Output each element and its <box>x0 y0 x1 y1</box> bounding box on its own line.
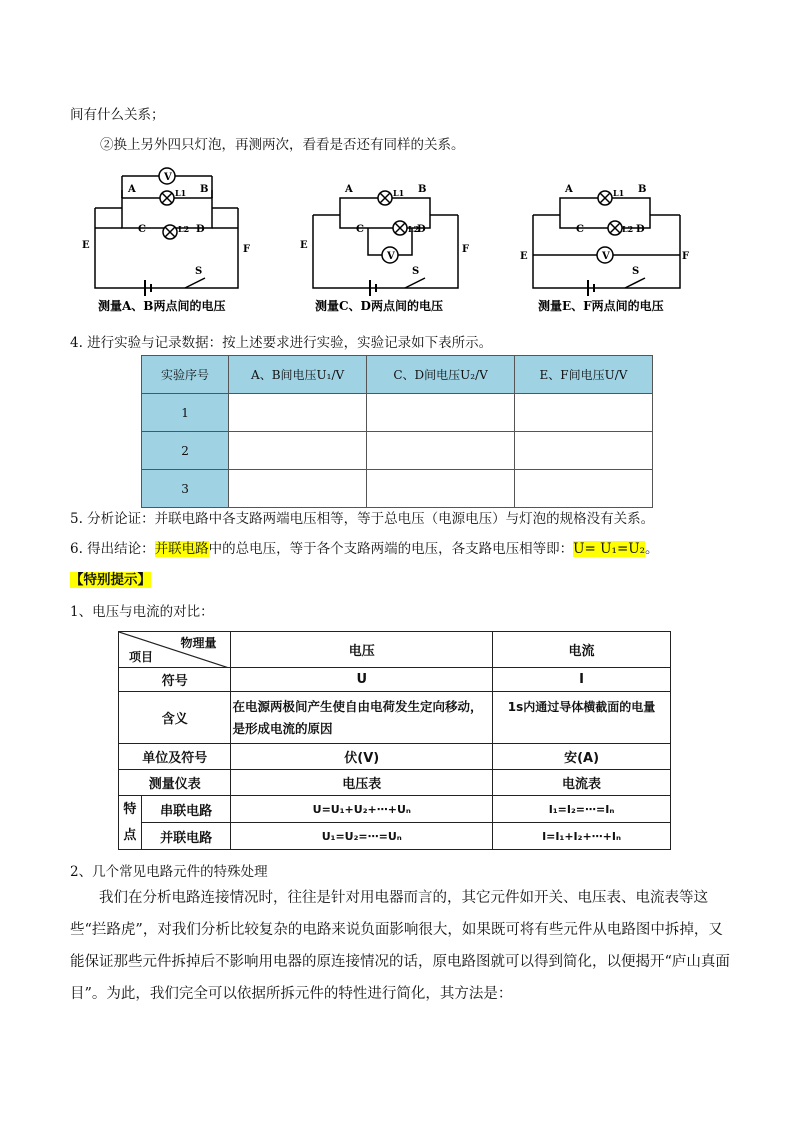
row-index: 3 <box>142 470 229 508</box>
highlight-parallel: 并联电路 <box>154 541 209 557</box>
svg-text:E: E <box>300 240 308 251</box>
svg-text:E: E <box>82 240 90 251</box>
comparison-table <box>118 631 671 850</box>
svg-text:A: A <box>565 184 573 195</box>
svg-text:L2: L2 <box>622 224 634 234</box>
svg-text:B: B <box>418 184 427 195</box>
conclusion-formula: U= U₁=U₂ <box>573 541 646 557</box>
series-current: I₁=I₂=⋯=Iₙ <box>493 796 671 823</box>
parallel-current: I=I₁+I₂+⋯+Iₙ <box>493 823 671 850</box>
svg-text:C: C <box>356 224 364 235</box>
parallel-label: 并联电路 <box>141 823 231 850</box>
section-1-title: 1、电压与电流的对比： <box>70 604 214 620</box>
conclusion-prefix: 6. 得出结论： <box>70 541 155 557</box>
row-label: 测量仪表 <box>119 770 231 796</box>
text-line-6 <box>70 537 659 557</box>
cell: I <box>493 668 671 692</box>
cell: 伏(V) <box>231 744 493 770</box>
row-label: 符号 <box>119 668 231 692</box>
cell: 1s内通过导体横截面的电量 <box>493 692 671 744</box>
svg-text:C: C <box>576 224 584 235</box>
table-header: A、B间电压U₁/V <box>229 356 367 394</box>
caption-cd: 测量C、D两点间的电压 <box>315 299 443 313</box>
circuit-diagrams <box>0 160 794 320</box>
row-index: 2 <box>142 432 229 470</box>
cell: 电流表 <box>493 770 671 796</box>
svg-text:D: D <box>636 224 645 235</box>
special-tip: 【特别提示】 <box>70 572 151 588</box>
caption-ab: 测量A、B两点间的电压 <box>98 299 226 313</box>
svg-text:A: A <box>345 184 353 195</box>
svg-text:V: V <box>602 251 610 262</box>
svg-text:L1: L1 <box>393 188 405 198</box>
svg-text:L2: L2 <box>408 224 420 234</box>
body-paragraph: 我们在分析电路连接情况时，往往是针对用电器而言的，其它元件如开关、电压表、电流表等这些“拦路虎”，对我们分析比较复杂的电路来说负面影响很大，如果既可将有些元件从电路图中拆掉，又能保证那些元件拆掉后不影响用电器的原连接情况的话，原电路图就可以得到简化，以便揭开“庐山真面目”。为此，我们完全可以依据所拆元件的特性进行简化，其方法是： <box>70 890 730 1002</box>
svg-text:E: E <box>520 251 528 262</box>
section-2-title: 2、几个常见电路元件的特殊处理 <box>70 864 268 880</box>
experiment-table <box>141 355 653 508</box>
svg-text:C: C <box>138 224 146 235</box>
row-index: 1 <box>142 394 229 432</box>
series-label: 串联电路 <box>141 796 231 823</box>
circuit-ab <box>95 168 238 296</box>
row-label: 单位及符号 <box>119 744 231 770</box>
corner-cell: 物理量 项目 <box>119 632 231 668</box>
cell: 在电源两极间产生使自由电荷发生定向移动，是形成电流的原因 <box>231 692 493 744</box>
caption-ef: 测量E、F两点间的电压 <box>538 299 664 313</box>
svg-text:S: S <box>412 266 420 277</box>
series-voltage: U=U₁+U₂+⋯+Uₙ <box>231 796 493 823</box>
svg-text:S: S <box>195 266 203 277</box>
svg-text:L1: L1 <box>175 188 187 198</box>
svg-text:B: B <box>200 184 209 195</box>
period: 。 <box>645 541 659 557</box>
cell: 安(A) <box>493 744 671 770</box>
svg-text:S: S <box>632 266 640 277</box>
row-label: 含义 <box>119 692 231 744</box>
svg-text:V: V <box>164 172 172 183</box>
svg-text:V: V <box>387 251 395 262</box>
svg-text:L1: L1 <box>613 188 625 198</box>
table-header: 实验序号 <box>142 356 229 394</box>
cell: U <box>231 668 493 692</box>
svg-text:A: A <box>128 184 136 195</box>
text-line-5: 5. 分析论证：并联电路中各支路两端电压相等，等于总电压（电源电压）与灯泡的规格没有关系。 <box>70 511 655 527</box>
circuit-ef <box>533 191 680 296</box>
text-line-1: 间有什么关系； <box>70 107 165 123</box>
col-voltage: 电压 <box>231 632 493 668</box>
conclusion-text: 中的总电压，等于各个支路两端的电压，各支路电压相等即： <box>208 541 574 557</box>
text-line-4: 4. 进行实验与记录数据：按上述要求进行实验，实验记录如下表所示。 <box>70 335 493 351</box>
text-line-2: ②换上另外四只灯泡，再测两次，看看是否还有同样的关系。 <box>100 137 465 153</box>
svg-text:B: B <box>638 184 647 195</box>
feature-label: 特点 <box>119 796 142 850</box>
table-header: E、F间电压U/V <box>514 356 652 394</box>
svg-text:F: F <box>243 244 251 255</box>
svg-text:D: D <box>196 224 205 235</box>
circuit-cd <box>313 191 458 296</box>
svg-text:L2: L2 <box>178 224 190 234</box>
table-header: C、D间电压U₂/V <box>367 356 515 394</box>
svg-text:F: F <box>462 244 470 255</box>
svg-text:D: D <box>417 224 426 235</box>
col-current: 电流 <box>493 632 671 668</box>
cell: 电压表 <box>231 770 493 796</box>
svg-text:F: F <box>682 251 690 262</box>
parallel-voltage: U₁=U₂=⋯=Uₙ <box>231 823 493 850</box>
